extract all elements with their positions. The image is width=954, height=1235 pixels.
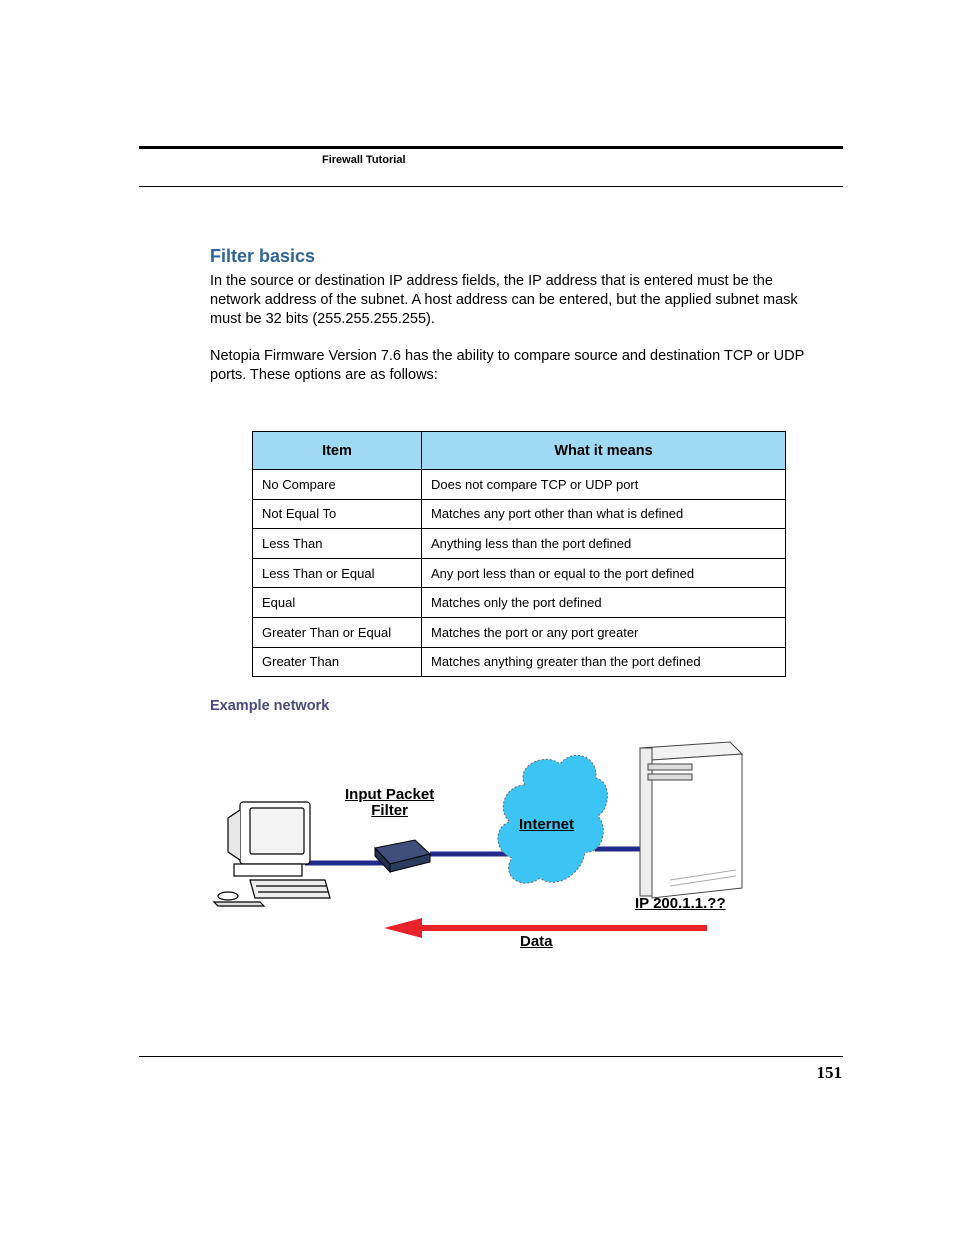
item-cell: Less Than or Equal [253,558,422,588]
input-filter-label [345,787,434,819]
input-filter-label-line1: Input Packet [345,786,435,803]
ports-paragraph: Netopia Firmware Version 7.6 has the ability to compare source and destination TCP or UDP ports. These options are as follows: [210,348,804,383]
meaning-cell: Does not compare TCP or UDP port [422,470,786,500]
item-cell: Greater Than or Equal [253,617,422,647]
input-filter-label-line2: Filter [371,802,408,819]
network-diagram [200,730,760,960]
meaning-cell: Matches the port or any port greater [422,617,786,647]
meaning-cell: Matches anything greater than the port defined [422,647,786,677]
table-row [253,617,786,647]
item-cell: No Compare [253,470,422,500]
meaning-cell: Matches any port other than what is defined [422,499,786,529]
column-header-meaning: What it means [422,432,786,470]
data-label: Data [520,933,553,950]
table-row [253,558,786,588]
table-row [253,470,786,500]
page-number: 151 [816,1063,842,1082]
table-row [253,499,786,529]
server-ip-label: IP 200.1.1.?? [635,895,726,912]
table-header-row [253,432,786,470]
running-head: Firewall Tutorial [322,154,406,166]
meaning-cell: Anything less than the port defined [422,529,786,559]
internet-label: Internet [519,816,575,833]
meaning-cell: Matches only the port defined [422,588,786,618]
item-cell: Greater Than [253,647,422,677]
header-divider [139,186,843,187]
item-cell: Less Than [253,529,422,559]
header-rule [139,146,843,149]
column-header-item: Item [253,432,422,470]
section-title: Filter basics [210,246,316,266]
table-row [253,529,786,559]
item-cell: Not Equal To [253,499,422,529]
port-compare-table [252,431,786,677]
table-row [253,588,786,618]
server-icon [640,742,742,898]
example-network-title: Example network [210,698,330,714]
meaning-cell: Any port less than or equal to the port defined [422,558,786,588]
table-row [253,647,786,677]
intro-paragraph: In the source or destination IP address fields, the IP address that is entered must be the network address of the subnet. A host address can be entered, but the applied subnet mask must be 32 bits (255.255.255.255). [210,273,798,327]
router-icon [375,840,430,872]
footer-rule [139,1056,843,1057]
computer-icon [214,802,330,906]
item-cell: Equal [253,588,422,618]
